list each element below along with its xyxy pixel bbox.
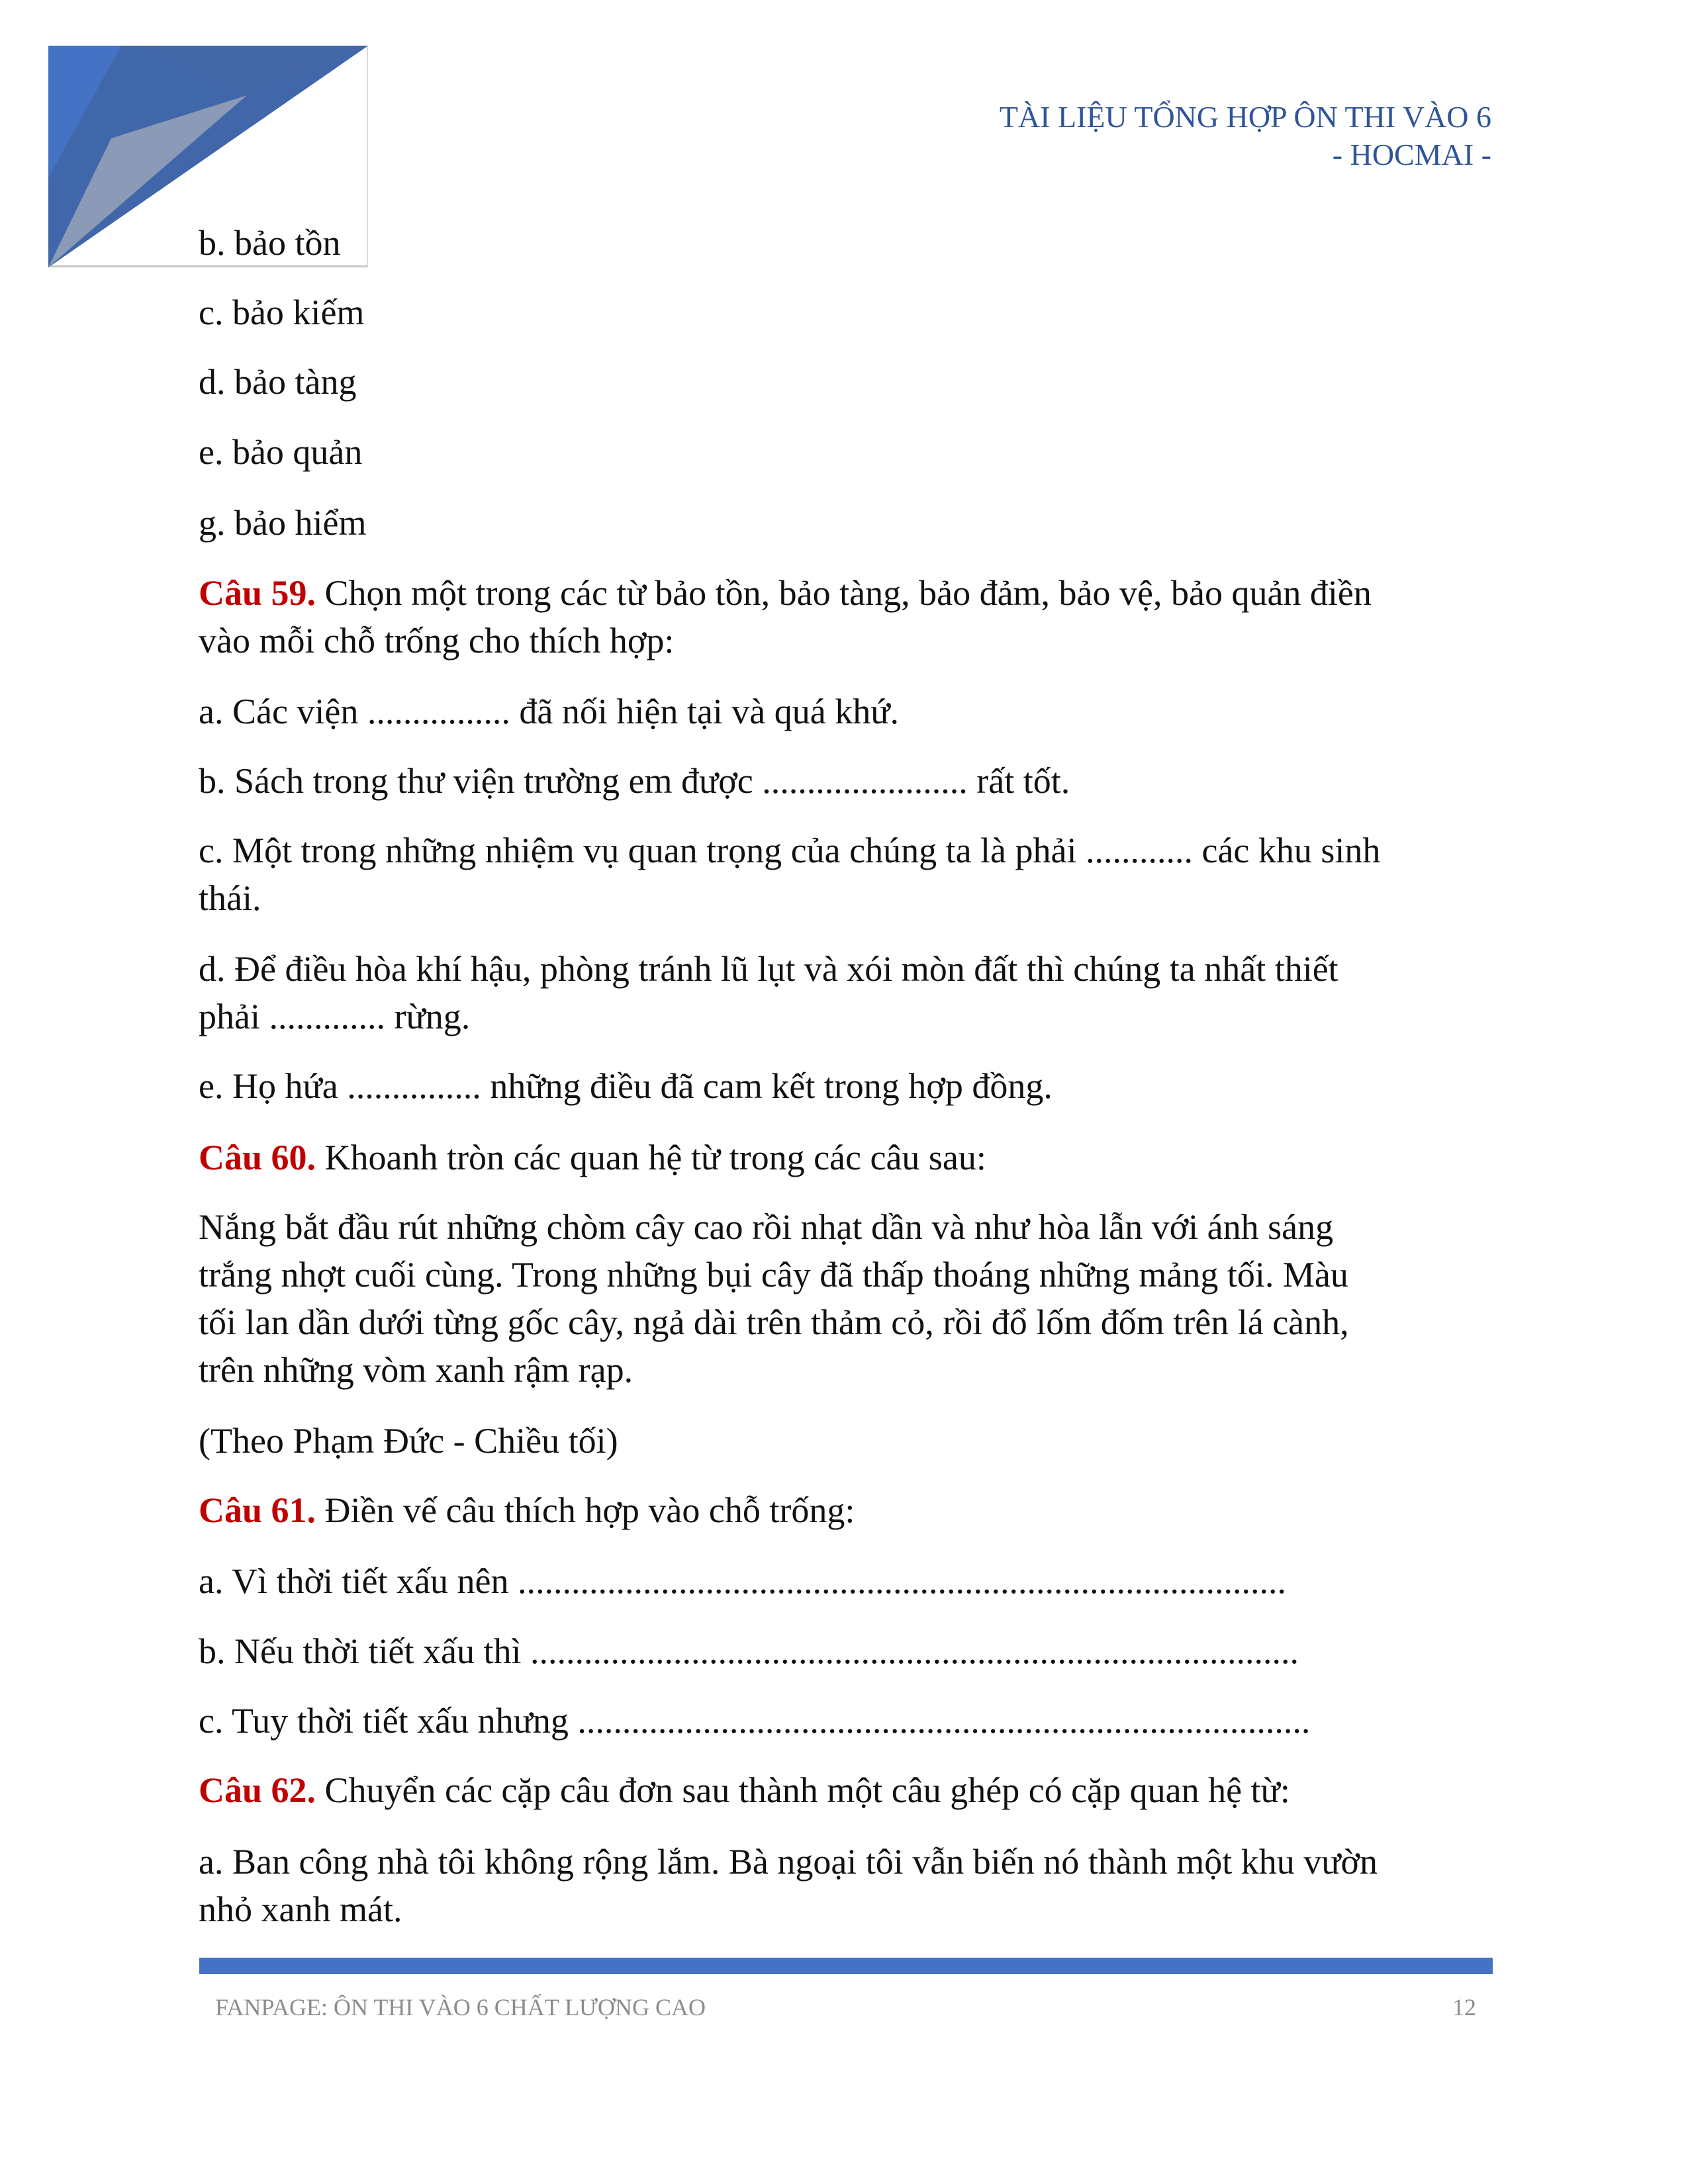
q59-item-c [199,827,1380,922]
footer-fanpage: FANPAGE: ÔN THI VÀO 6 CHẤT LƯỢNG CAO [215,1994,706,2021]
q60-passage [199,1203,1349,1394]
q61-item-a: a. Vì thời tiết xấu nên ...................................................................................... [199,1561,1286,1601]
q60-source: (Theo Phạm Đức - Chiều tối) [199,1421,618,1461]
passage-line: tối lan dần dưới từng gốc cây, ngả dài trên thảm cỏ, rồi đổ lốm đốm trên lá cành, [199,1302,1349,1342]
item-line: c. Một trong những nhiệm vụ quan trọng của chúng ta là phải ............ các khu sinh [199,831,1381,870]
question-label: Câu 62. [199,1770,316,1810]
item-line: nhỏ xanh mát. [199,1889,402,1929]
item-line: thái. [199,878,261,918]
header-title: TÀI LIỆU TỔNG HỢP ÔN THI VÀO 6 [999,100,1491,134]
question-text: vào mỗi chỗ trống cho thích hợp: [199,621,675,660]
q59-item-b: b. Sách trong thư viện trường em được ....................... rất tốt. [199,761,1070,801]
question-61 [199,1486,855,1534]
q61-item-b: b. Nếu thời tiết xấu thì ...................................................................................... [199,1631,1299,1671]
question-label: Câu 60. [199,1138,316,1177]
header-subtitle: - HOCMAI - [1332,138,1491,171]
question-59 [199,569,1372,664]
q59-item-e: e. Họ hứa ............... những điều đã cam kết trong hợp đồng. [199,1066,1053,1106]
item-line: d. Để điều hòa khí hậu, phòng tránh lũ lụt và xói mòn đất thì chúng ta nhất thiết [199,949,1338,989]
page-number: 12 [1452,1994,1476,2021]
question-60 [199,1134,986,1181]
question-62 [199,1766,1290,1814]
question-text: Khoanh tròn các quan hệ từ trong các câu sau: [316,1138,986,1177]
option-b: b. bảo tồn [199,223,341,263]
option-d: d. bảo tàng [199,362,357,402]
question-text: Chuyển các cặp câu đơn sau thành một câu ghép có cặp quan hệ từ: [316,1770,1290,1810]
question-text: Chọn một trong các từ bảo tồn, bảo tàng, bảo đảm, bảo vệ, bảo quản điền [316,573,1372,613]
passage-line: Nắng bắt đầu rút những chòm cây cao rồi nhạt dần và như hòa lẫn với ánh sáng [199,1207,1334,1247]
q62-item-a [199,1838,1378,1933]
passage-line: trên những vòm xanh rậm rạp. [199,1350,633,1390]
question-label: Câu 61. [199,1490,316,1530]
option-g: g. bảo hiểm [199,503,367,543]
passage-line: trắng nhợt cuối cùng. Trong những bụi cây đã thấp thoáng những mảng tối. Màu [199,1255,1348,1295]
option-e: e. bảo quản [199,432,363,472]
q59-item-d [199,945,1338,1040]
option-c: c. bảo kiếm [199,293,365,332]
question-text: Điền vế câu thích hợp vào chỗ trống: [316,1490,855,1530]
q61-item-c: c. Tuy thời tiết xấu nhưng .................................................................................. [199,1701,1311,1741]
q59-item-a: a. Các viện ................ đã nối hiện tại và quá khứ. [199,692,900,731]
item-line: a. Ban công nhà tôi không rộng lắm. Bà ngoại tôi vẫn biến nó thành một khu vườn [199,1842,1378,1882]
footer-bar [199,1958,1493,1974]
item-line: phải ............. rừng. [199,997,471,1036]
question-label: Câu 59. [199,573,316,613]
